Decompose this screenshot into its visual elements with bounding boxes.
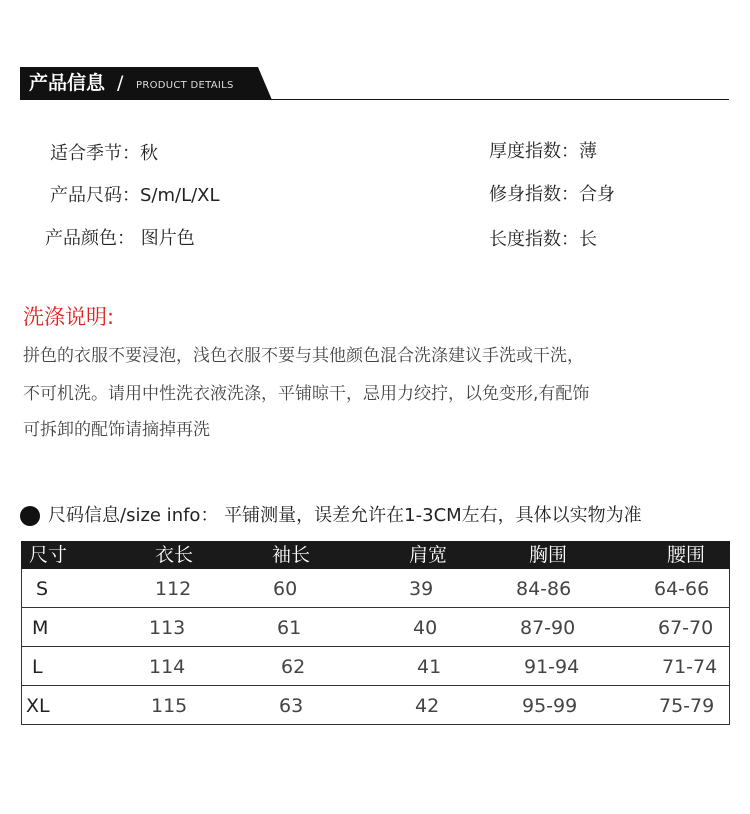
table-cell: 115 [151, 695, 188, 717]
table-row [21, 608, 730, 647]
washing-line: 可拆卸的配饰请摘掉再洗 [23, 420, 210, 440]
column-header-shoulder: 肩宽 [409, 544, 448, 566]
bullet-dot-icon [20, 506, 40, 526]
size-table [21, 541, 730, 725]
table-cell: 39 [409, 578, 434, 600]
detail-length: 长度指数：长 [489, 229, 597, 250]
table-cell: 112 [155, 578, 192, 600]
table-cell-size: XL [26, 695, 50, 717]
table-cell: 63 [279, 695, 304, 717]
table-cell: 41 [417, 656, 442, 678]
table-cell: 67-70 [658, 617, 714, 639]
table-cell: 64-66 [654, 578, 710, 600]
table-cell: 114 [149, 656, 186, 678]
title-separator: / [117, 72, 124, 94]
detail-color: 产品颜色： 图片色 [45, 228, 195, 249]
table-cell-size: S [36, 578, 49, 600]
table-cell: 84-86 [516, 578, 572, 600]
washing-line: 不可机洗。请用中性洗衣液洗涤，平铺晾干，忌用力绞拧，以免变形,有配饰 [23, 384, 590, 404]
table-row [21, 569, 730, 608]
table-cell: 42 [415, 695, 440, 717]
column-header-length: 衣长 [155, 544, 194, 566]
section-title: 产品信息 [29, 72, 106, 94]
detail-fit: 修身指数：合身 [489, 184, 615, 205]
washing-title: 洗涤说明: [23, 305, 115, 329]
table-cell: 87-90 [520, 617, 576, 639]
detail-sizes: 产品尺码：S/m/L/XL [50, 185, 220, 206]
table-cell: 71-74 [662, 656, 718, 678]
table-cell: 95-99 [522, 695, 578, 717]
column-header-size: 尺寸 [29, 544, 68, 566]
table-cell-size: L [32, 656, 43, 678]
table-cell: 60 [273, 578, 298, 600]
table-cell: 61 [277, 617, 302, 639]
table-cell: 40 [413, 617, 438, 639]
detail-season: 适合季节：秋 [50, 143, 158, 164]
table-cell: 113 [149, 617, 186, 639]
table-row [21, 647, 730, 686]
washing-line: 拼色的衣服不要浸泡，浅色衣服不要与其他颜色混合洗涤建议手洗或干洗， [23, 346, 584, 366]
detail-thickness: 厚度指数：薄 [489, 141, 597, 162]
header-divider [20, 99, 729, 100]
table-cell: 91-94 [524, 656, 580, 678]
size-info-heading: 尺码信息/size info： 平铺测量，误差允许在1-3CM左右，具体以实物为准 [48, 505, 642, 526]
column-header-waist: 腰围 [667, 544, 706, 566]
table-cell: 62 [281, 656, 306, 678]
column-header-chest: 胸围 [529, 544, 568, 566]
table-cell: 75-79 [659, 695, 715, 717]
section-subtitle: PRODUCT DETAILS [136, 80, 234, 91]
size-table-header [21, 541, 730, 569]
table-cell-size: M [32, 617, 49, 639]
table-row [21, 686, 730, 725]
column-header-sleeve: 袖长 [272, 544, 311, 566]
